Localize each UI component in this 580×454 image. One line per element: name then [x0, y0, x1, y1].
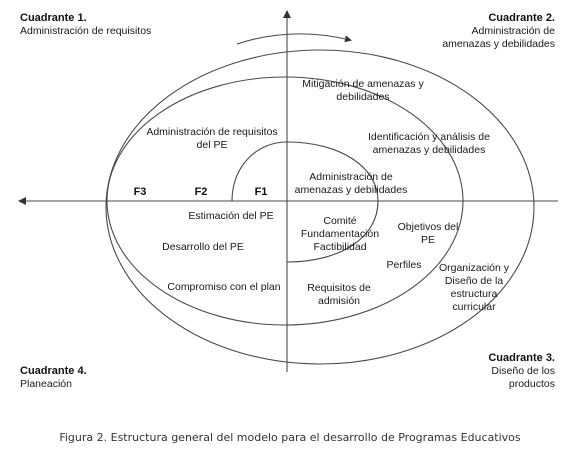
svg-text:Factibilidad: Factibilidad — [313, 241, 367, 253]
node-objetivos — [398, 221, 459, 246]
node-desarrollo — [162, 241, 244, 253]
rotation-arrow — [237, 34, 350, 44]
phase-f2-label: F2 — [194, 186, 208, 198]
node-identificacion — [368, 131, 490, 156]
node-admin-amenazas — [295, 171, 408, 196]
figure-caption: Figura 2. Estructura general del modelo para el desarrollo de Programas Educativos — [59, 431, 521, 444]
quadrant-4 — [20, 365, 87, 390]
quadrant-2-title: Cuadrante 2. — [488, 12, 555, 24]
node-estimacion — [188, 210, 273, 222]
quadrant-2-label-line1: Administración de — [471, 25, 555, 37]
svg-text:Identificación y análisis de: Identificación y análisis de — [368, 131, 490, 143]
svg-text:amenazas y debilidades: amenazas y debilidades — [294, 184, 408, 196]
svg-text:Requisitos de: Requisitos de — [307, 282, 371, 294]
svg-text:Fundamentación: Fundamentación — [300, 228, 380, 240]
node-perfiles — [386, 259, 421, 271]
quadrant-4-title: Cuadrante 4. — [20, 365, 87, 377]
svg-text:estructura: estructura — [450, 288, 498, 300]
node-compromiso — [167, 281, 280, 293]
svg-text:del PE: del PE — [196, 139, 228, 151]
quadrant-3-label-line2: productos — [508, 378, 555, 390]
svg-text:Diseño de la: Diseño de la — [444, 275, 504, 287]
svg-text:Administración de: Administración de — [309, 171, 393, 183]
svg-text:Compromiso con el plan: Compromiso con el plan — [167, 281, 281, 293]
node-mitigacion — [302, 78, 424, 103]
svg-text:Objetivos del: Objetivos del — [397, 221, 459, 233]
svg-text:Administración de requisitos: Administración de requisitos — [146, 126, 278, 138]
svg-text:Desarrollo del PE: Desarrollo del PE — [162, 241, 244, 253]
quadrant-2-label-line2: amenazas y debilidades — [442, 38, 555, 50]
svg-text:Perfiles: Perfiles — [386, 259, 422, 271]
quadrant-2 — [442, 12, 555, 50]
svg-text:amenazas y debilidades: amenazas y debilidades — [372, 144, 486, 156]
quadrant-3 — [488, 352, 555, 390]
quadrant-3-label-line1: Diseño de los — [491, 365, 555, 377]
svg-text:PE: PE — [420, 234, 436, 246]
svg-text:Mitigación de amenazas y: Mitigación de amenazas y — [302, 78, 424, 90]
phase-f1-label: F1 — [254, 186, 268, 198]
node-organizacion — [439, 262, 510, 313]
spiral-ring-outer — [106, 50, 534, 364]
node-requisitos-admision — [307, 282, 371, 307]
quadrant-4-label: Planeación — [20, 378, 72, 390]
phase-f3-label: F3 — [133, 186, 147, 198]
node-admin-req-pe — [146, 126, 277, 151]
svg-text:Estimación del PE: Estimación del PE — [188, 210, 274, 222]
quadrant-3-title: Cuadrante 3. — [488, 352, 555, 364]
quadrant-1-title: Cuadrante 1. — [20, 12, 87, 24]
quadrant-1 — [20, 12, 151, 37]
svg-text:Comité: Comité — [323, 215, 357, 227]
svg-text:Organización y: Organización y — [438, 262, 510, 274]
svg-text:admisión: admisión — [317, 295, 361, 307]
svg-text:debilidades: debilidades — [336, 91, 390, 103]
quadrant-1-label: Administración de requisitos — [20, 25, 152, 37]
svg-text:curricular: curricular — [452, 301, 496, 313]
node-comite — [301, 215, 379, 253]
